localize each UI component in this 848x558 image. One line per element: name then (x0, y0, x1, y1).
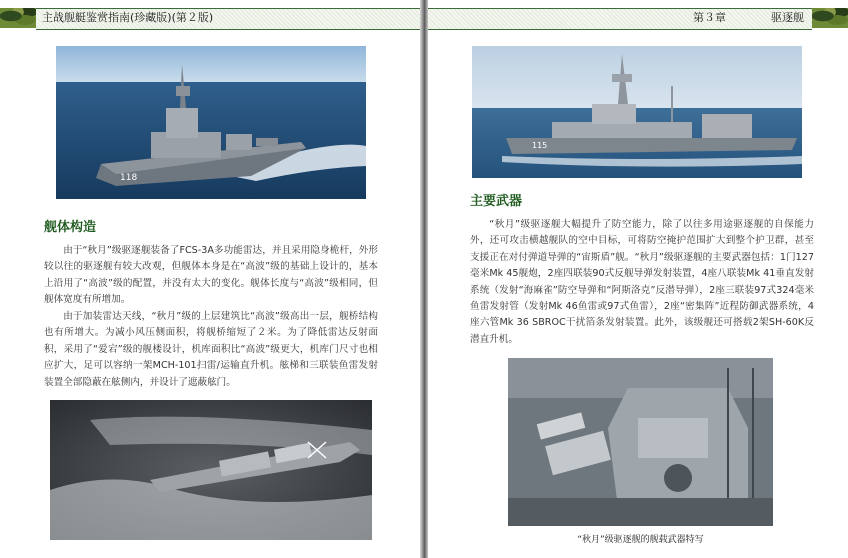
section-title-weapons: 主要武器 (470, 194, 523, 209)
book-title: 主战舰艇鉴赏指南(珍藏版)(第２版) (42, 11, 214, 24)
header-band (428, 8, 812, 30)
chapter-number: 第３章 (693, 11, 726, 24)
camouflage-pattern-icon (812, 8, 848, 28)
photo-destroyer-at-sea (56, 46, 366, 199)
right-header (428, 8, 848, 28)
photo-destroyer-side-view (472, 46, 802, 178)
photo-caption: “秋月”级驱逐舰的舰载武器特写 (577, 535, 704, 545)
section-title-hull: 舰体构造 (44, 220, 97, 235)
hull-number: 115 (532, 141, 548, 150)
paragraph-hull-2: 由于加装雷达天线，“秋月”级的上层建筑比“高波”级高出一层，舰桥结构也有所增大。为减小风压侧面积，将舰桥缩短了２米。为了降低雷达反射面积，采用了“爱宕”级的舰楼设计，机库面积比“高波”级更大，机库门尺寸也相应扩大，足可以容纳一架MCH-101扫雷/运输直升机。舷梯和三联装鱼雷发射装置全部隐蔽在舷侧内，并设计了遮蔽舷门。 (44, 311, 378, 388)
chapter-name: 驱逐舰 (771, 11, 804, 24)
book-spine (420, 0, 428, 558)
left-page (0, 0, 420, 558)
photo-aerial-destroyer (50, 400, 372, 540)
left-header (0, 8, 420, 28)
camouflage-pattern-icon (0, 8, 36, 28)
photo-weapons-closeup (508, 358, 773, 526)
paragraph-hull-1: 由于“秋月”级驱逐舰装备了FCS-3A多功能雷达，并且采用隐身桅杆，外形较以往的驱逐舰有较大改观，但舰体本身是在“高波”级的基础上设计的，基本上沿用了“高波”级的配置，并没有太大的变化。舰体长度与“高波”级相同，但舰体宽度有所增加。 (44, 245, 378, 306)
hull-number: 118 (120, 173, 138, 183)
paragraph-weapons: “秋月”级驱逐舰大幅提升了防空能力，除了以往多用途驱逐舰的自保能力外，还可攻击横越舰队的空中目标，可将防空掩护范围扩大到整个护卫群，甚至支援正在对付弹道导弹的“宙斯盾”舰。“秋月”级驱逐舰的主要武器包括：1门127毫米Mk 45舰炮，2座四联装90式反舰导弹发射装置，4座八联装Mk 41垂直发射系统（发射“海麻雀”防空导弹和“阿斯洛克”反潜导弹），2座三联装97式324毫米鱼雷发射管（发射Mk 46鱼雷或97式鱼雷），2座“密集阵”近程防御武器系统，4座六管Mk 36 SBROC干扰箔条发射装置。此外，该级舰还可搭载2架SH-60K反潜直升机。 (470, 219, 814, 345)
right-page (428, 0, 848, 558)
